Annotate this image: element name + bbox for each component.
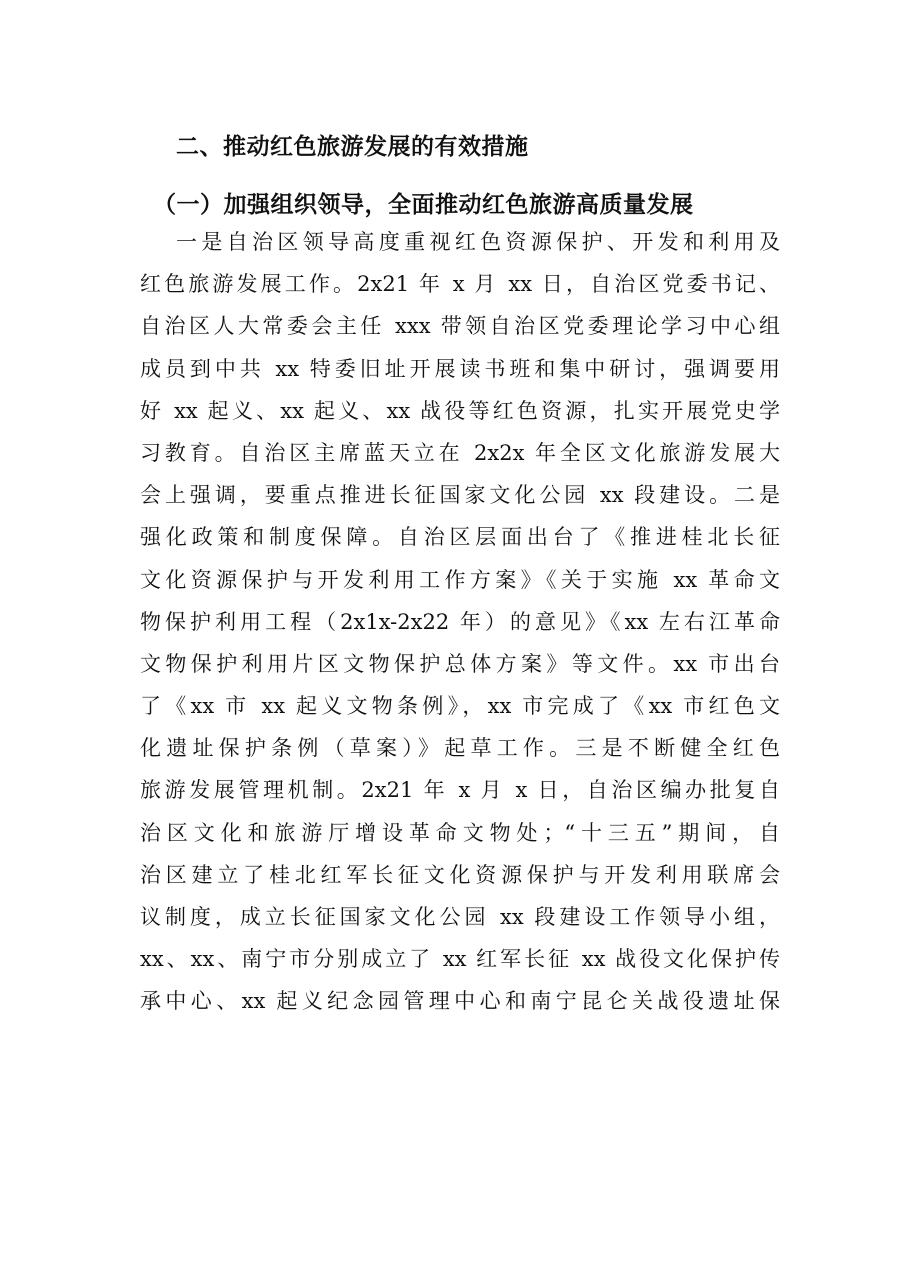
paragraph-line: 了《xx 市 xx 起义文物条例》，xx 市完成了《xx 市红色文: [140, 694, 780, 719]
subsection-heading: （一）加强组织领导，全面推动红色旅游高质量发展: [153, 191, 694, 218]
paragraph-line: 文化资源保护与开发利用工作方案》《关于实施 xx 革命文: [140, 567, 780, 592]
paragraph-line: 红色旅游发展工作。2x21 年 x 月 xx 日，自治区党委书记、: [140, 272, 780, 297]
paragraph-line: 自治区人大常委会主任 xxx 带领自治区党委理论学习中心组: [140, 314, 780, 339]
paragraph-line: 成员到中共 xx 特委旧址开展读书班和集中研讨，强调要用: [140, 356, 780, 381]
paragraph-line: 物保护利用工程（2x1x-2x22 年）的意见》《xx 左右江革命: [140, 609, 780, 634]
paragraph-line: 治区建立了桂北红军长征文化资源保护与开发利用联席会: [140, 862, 780, 887]
paragraph-line: 强化政策和制度保障。自治区层面出台了《推进桂北长征: [140, 525, 780, 550]
paragraph-line: 议制度，成立长征国家文化公园 xx 段建设工作领导小组，: [140, 905, 780, 929]
paragraph-line: xx、xx、南宁市分别成立了 xx 红军长征 xx 战役文化保护传: [140, 947, 780, 972]
paragraph-line: 文物保护利用片区文物保护总体方案》等文件。xx 市出台: [140, 651, 780, 676]
paragraph-line: 好 xx 起义、xx 起义、xx 战役等红色资源，扎实开展党史学: [140, 398, 780, 423]
paragraph-line: 会上强调，要重点推进长征国家文化公园 xx 段建设。二是: [140, 483, 780, 508]
paragraph-line: 旅游发展管理机制。2x21 年 x 月 x 日，自治区编办批复自: [140, 778, 780, 803]
paragraph-line: 习教育。自治区主席蓝天立在 2x2x 年全区文化旅游发展大: [140, 440, 780, 465]
paragraph-line: 承中心、xx 起义纪念园管理中心和南宁昆仑关战役遗址保: [140, 989, 780, 1014]
paragraph-line: 一是自治区领导高度重视红色资源保护、开发和利用及: [176, 230, 780, 254]
section-heading: 二、推动红色旅游发展的有效措施: [176, 133, 529, 160]
paragraph-line: 化遗址保护条例（草案）》起草工作。三是不断健全红色: [140, 736, 780, 761]
body-paragraph: [140, 221, 780, 1023]
paragraph-line: 治区文化和旅游厅增设革命文物处；“十三五”期间，自: [140, 820, 780, 845]
